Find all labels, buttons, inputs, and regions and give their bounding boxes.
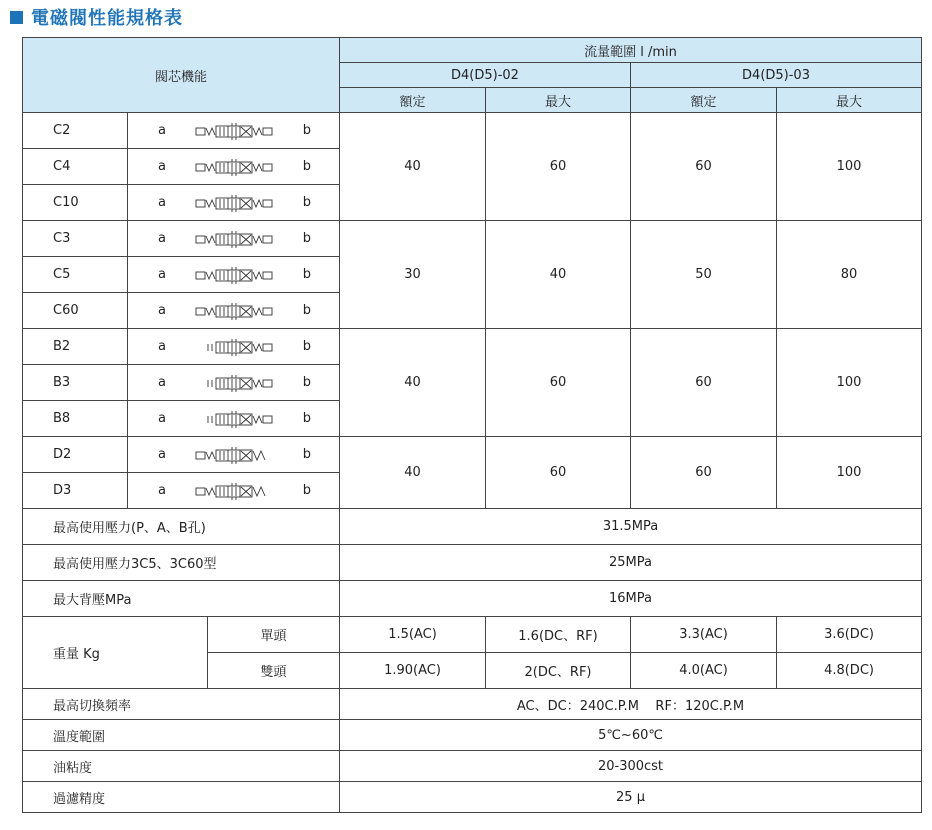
spool-code: D2: [23, 437, 128, 473]
double-solenoid-valve-icon: [194, 227, 274, 251]
temperature-range-label: 溫度範圍: [23, 720, 340, 751]
detent-solenoid-valve-icon: [194, 443, 274, 467]
detent-solenoid-valve-icon: [194, 479, 274, 503]
spool-symbol-cell: a b: [128, 401, 340, 437]
valve-function-header: 閥芯機能: [23, 38, 340, 113]
max-header: 最大: [486, 88, 631, 113]
switch-frequency-value: AC、DC：240C.P.M RF：120C.P.M: [340, 689, 922, 720]
spool-code: D3: [23, 473, 128, 509]
single-head-label: 單頭: [208, 617, 340, 653]
double-solenoid-valve-icon: [194, 119, 274, 143]
double-solenoid-valve-icon: [194, 155, 274, 179]
title-square-icon: [10, 11, 23, 24]
spool-symbol-cell: a b: [128, 257, 340, 293]
spool-code: B2: [23, 329, 128, 365]
max-back-pressure-value: 16MPa: [340, 581, 922, 617]
max-pressure-label: 最高使用壓力(P、A、B孔): [23, 509, 340, 545]
flow-rated-02: 30: [340, 221, 486, 329]
spool-code: B8: [23, 401, 128, 437]
spool-code: C2: [23, 113, 128, 149]
flow-max-02: 60: [486, 437, 631, 509]
flow-rated-02: 40: [340, 437, 486, 509]
weight-value: 1.6(DC、RF): [486, 617, 631, 653]
flow-rated-03: 60: [631, 113, 777, 221]
flow-rated-02: 40: [340, 329, 486, 437]
title-text: 電磁閥性能規格表: [31, 8, 183, 29]
filtration-value: 25 μ: [340, 782, 922, 813]
spool-symbol-cell: a b: [128, 185, 340, 221]
flow-max-03: 100: [777, 437, 922, 509]
rated-header: 額定: [340, 88, 486, 113]
weight-value: 1.90(AC): [340, 653, 486, 689]
weight-value: 1.5(AC): [340, 617, 486, 653]
double-solenoid-valve-icon: [194, 263, 274, 287]
flow-max-02: 60: [486, 329, 631, 437]
max-pressure-3c-value: 25MPa: [340, 545, 922, 581]
double-solenoid-valve-icon: [194, 191, 274, 215]
rated-header: 額定: [631, 88, 777, 113]
spool-code: C10: [23, 185, 128, 221]
spool-symbol-cell: a b: [128, 149, 340, 185]
spool-code: C4: [23, 149, 128, 185]
oil-viscosity-value: 20-300cst: [340, 751, 922, 782]
model-03-header: D4(D5)-03: [631, 63, 922, 88]
flow-rated-03: 60: [631, 329, 777, 437]
flow-rated-03: 60: [631, 437, 777, 509]
spool-code: B3: [23, 365, 128, 401]
weight-value: 2(DC、RF): [486, 653, 631, 689]
spool-symbol-cell: a b: [128, 293, 340, 329]
single-solenoid-valve-icon: [194, 371, 274, 395]
max-header: 最大: [777, 88, 922, 113]
flow-max-02: 60: [486, 113, 631, 221]
spool-symbol-cell: a b: [128, 221, 340, 257]
flow-max-03: 100: [777, 329, 922, 437]
filtration-label: 過濾精度: [23, 782, 340, 813]
spool-code: C60: [23, 293, 128, 329]
model-02-header: D4(D5)-02: [340, 63, 631, 88]
single-solenoid-valve-icon: [194, 335, 274, 359]
double-solenoid-valve-icon: [194, 299, 274, 323]
flow-rated-02: 40: [340, 113, 486, 221]
spec-table: [22, 37, 922, 813]
spool-symbol-cell: a b: [128, 365, 340, 401]
weight-value: 4.8(DC): [777, 653, 922, 689]
max-pressure-3c-label: 最高使用壓力3C5、3C60型: [23, 545, 340, 581]
weight-label: 重量 Kg: [23, 617, 208, 689]
double-head-label: 雙頭: [208, 653, 340, 689]
flow-max-03: 100: [777, 113, 922, 221]
max-back-pressure-label: 最大背壓MPa: [23, 581, 340, 617]
spool-code: C3: [23, 221, 128, 257]
spool-symbol-cell: a b: [128, 437, 340, 473]
flow-max-03: 80: [777, 221, 922, 329]
single-solenoid-valve-icon: [194, 407, 274, 431]
oil-viscosity-label: 油粘度: [23, 751, 340, 782]
spool-symbol-cell: a b: [128, 113, 340, 149]
weight-value: 3.3(AC): [631, 617, 777, 653]
page-title: [10, 4, 183, 30]
weight-value: 3.6(DC): [777, 617, 922, 653]
spool-code: C5: [23, 257, 128, 293]
switch-frequency-label: 最高切換頻率: [23, 689, 340, 720]
flow-max-02: 40: [486, 221, 631, 329]
weight-value: 4.0(AC): [631, 653, 777, 689]
spool-symbol-cell: a b: [128, 329, 340, 365]
flow-rated-03: 50: [631, 221, 777, 329]
spool-symbol-cell: a b: [128, 473, 340, 509]
temperature-range-value: 5℃~60℃: [340, 720, 922, 751]
flow-range-header: 流量範圍 l /min: [340, 38, 922, 63]
max-pressure-value: 31.5MPa: [340, 509, 922, 545]
